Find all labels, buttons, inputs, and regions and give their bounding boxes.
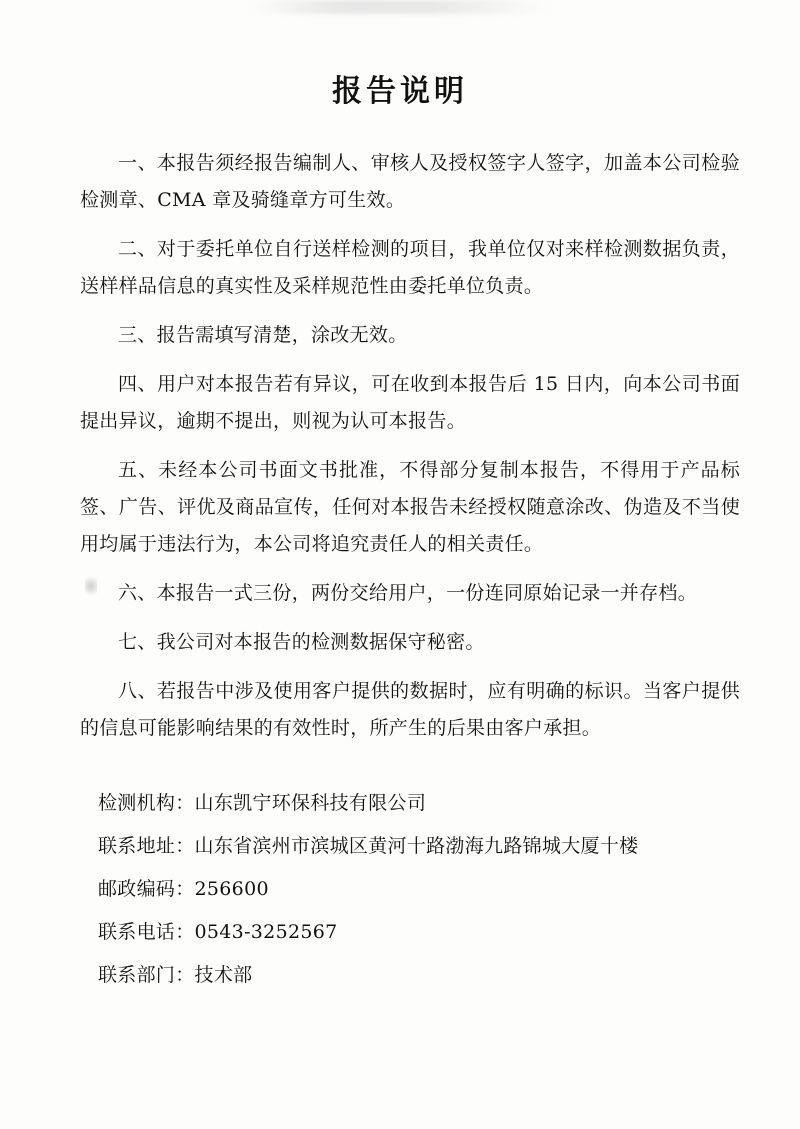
department-label: 联系部门： xyxy=(98,964,195,986)
clause-6: 六、本报告一式三份，两份交给用户，一份连同原始记录一并存档。 xyxy=(118,582,698,604)
contact-info xyxy=(98,788,738,1003)
address-value: 山东省滨州市滨城区黄河十路渤海九路锦城大厦十楼 xyxy=(194,835,639,857)
phone-label: 联系电话： xyxy=(98,921,195,943)
clause-3: 三、报告需填写清楚，涂改无效。 xyxy=(118,324,408,346)
address-label: 联系地址： xyxy=(98,835,195,857)
page-title: 报告说明 xyxy=(332,74,468,109)
clause-5: 五、未经本公司书面文书批准，不得部分复制本报告，不得用于产品标签、广告、评优及商品宣传，任何对本报告未经授权随意涂改、伪造及不当使用均属于违法行为，本公司将追究责任人的相关责任。 xyxy=(80,459,740,555)
department-value: 技术部 xyxy=(194,964,253,986)
postcode-label: 邮政编码： xyxy=(98,878,195,900)
clause-1: 一、本报告须经报告编制人、审核人及授权签字人签字，加盖本公司检验检测章、CMA 章及骑缝章方可生效。 xyxy=(80,152,740,211)
phone-value: 0543-3252567 xyxy=(194,921,338,943)
scan-artifact xyxy=(250,0,550,14)
contact-row-institution xyxy=(98,788,738,831)
postcode-value: 256600 xyxy=(194,878,269,900)
contact-row-address xyxy=(98,831,738,874)
clause-2: 二、对于委托单位自行送样检测的项目，我单位仅对来样检测数据负责，送样样品信息的真实性及采样规范性由委托单位负责。 xyxy=(80,238,740,297)
clause-7: 七、我公司对本报告的检测数据保守秘密。 xyxy=(118,631,485,653)
clause-8: 八、若报告中涉及使用客户提供的数据时，应有明确的标识。当客户提供的信息可能影响结果的有效性时，所产生的后果由客户承担。 xyxy=(80,680,740,739)
clause-4: 四、用户对本报告若有异议，可在收到本报告后 15 日内，向本公司书面提出异议，逾期不提出，则视为认可本报告。 xyxy=(80,373,740,432)
report-clauses xyxy=(80,145,740,759)
contact-row-department xyxy=(98,960,738,1003)
institution-value: 山东凯宁环保科技有限公司 xyxy=(194,792,427,814)
institution-label: 检测机构： xyxy=(98,792,195,814)
contact-row-postcode xyxy=(98,874,738,917)
contact-row-phone xyxy=(98,917,738,960)
